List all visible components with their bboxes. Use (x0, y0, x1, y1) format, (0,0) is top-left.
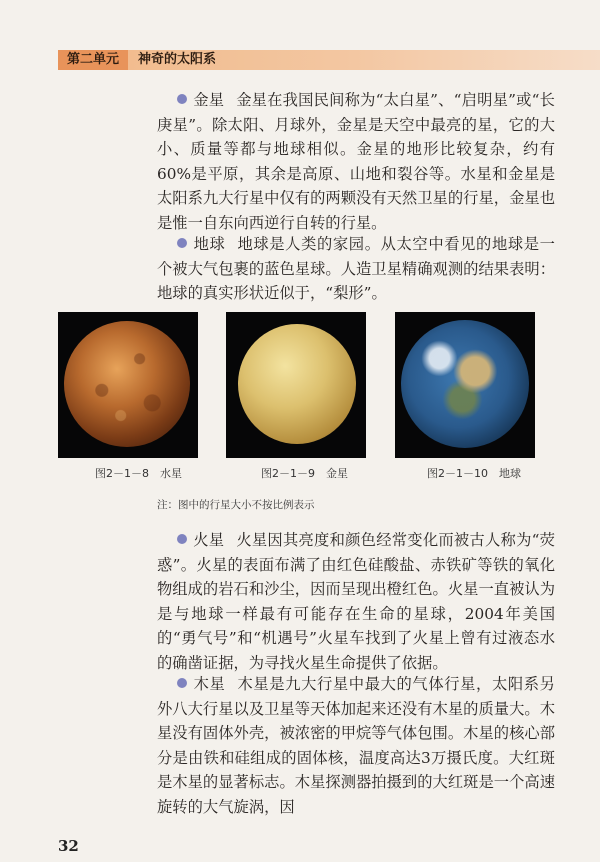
term-venus: 金星 (193, 91, 225, 109)
bullet-icon (177, 678, 187, 688)
paragraph-mars (157, 528, 555, 675)
text-earth: 地球是人类的家园。从太空中看见的地球是一个被大气包裹的蓝色星球。人造卫星精确观测的结果表明：地球的真实形状近似于，“梨形”。 (157, 235, 555, 302)
page-header (58, 50, 600, 70)
earth-photo (395, 312, 535, 458)
scale-note: 注：图中的行星大小不按比例表示 (157, 499, 315, 511)
venus-photo (226, 312, 366, 458)
caption-venus: 图2－1－9 金星 (261, 467, 348, 480)
paragraph-earth (157, 232, 555, 306)
mercury-planet-image (64, 321, 190, 447)
page-number: 32 (58, 837, 79, 855)
bullet-icon (177, 94, 187, 104)
bullet-icon (177, 238, 187, 248)
unit-label: 第二单元 (58, 50, 128, 70)
paragraph-venus (157, 88, 555, 235)
earth-planet-image (401, 320, 529, 448)
bullet-icon (177, 534, 187, 544)
text-mars: 火星因其亮度和颜色经常变化而被古人称为“荧惑”。火星的表面布满了由红色硅酸盐、赤铁矿等铁的氧化物组成的岩石和沙尘，因而呈现出橙红色。火星一直被认为是与地球一样最有可能存在生命的星球，2004年美国的“勇气号”和“机遇号”火星车找到了火星上曾有过液态水的确凿证据，为寻找火星生命提供了依据。 (157, 531, 555, 672)
caption-mercury: 图2－1－8 水星 (95, 467, 182, 480)
mercury-photo (58, 312, 198, 458)
text-venus: 金星在我国民间称为“太白星”、“启明星”或“长庚星”。除太阳、月球外，金星是天空中最亮的星，它的大小、质量等都与地球相似。金星的地形比较复杂，约有60%是平原，其余是高原、山地和裂谷等。水星和金星是太阳系九大行星中仅有的两颗没有天然卫星的行星，金星也是惟一自东向西逆行自转的行星。 (157, 91, 555, 232)
term-mars: 火星 (193, 531, 225, 549)
section-title: 神奇的太阳系 (138, 52, 217, 67)
text-jupiter: 木星是九大行星中最大的气体行星，太阳系另外八大行星以及卫星等天体加起来还没有木星的质量大。木星没有固体外壳，被浓密的甲烷等气体包围。木星的核心部分是由铁和硅组成的固体核，温度高达3万摄氏度。大红斑是木星的显著标志。木星探测器拍摄到的大红斑是一个高速旋转的大气旋涡，因 (157, 675, 555, 816)
term-earth: 地球 (193, 235, 226, 253)
caption-earth: 图2－1－10 地球 (427, 467, 521, 480)
venus-planet-image (238, 324, 356, 444)
term-jupiter: 木星 (193, 675, 226, 693)
paragraph-jupiter (157, 672, 555, 819)
